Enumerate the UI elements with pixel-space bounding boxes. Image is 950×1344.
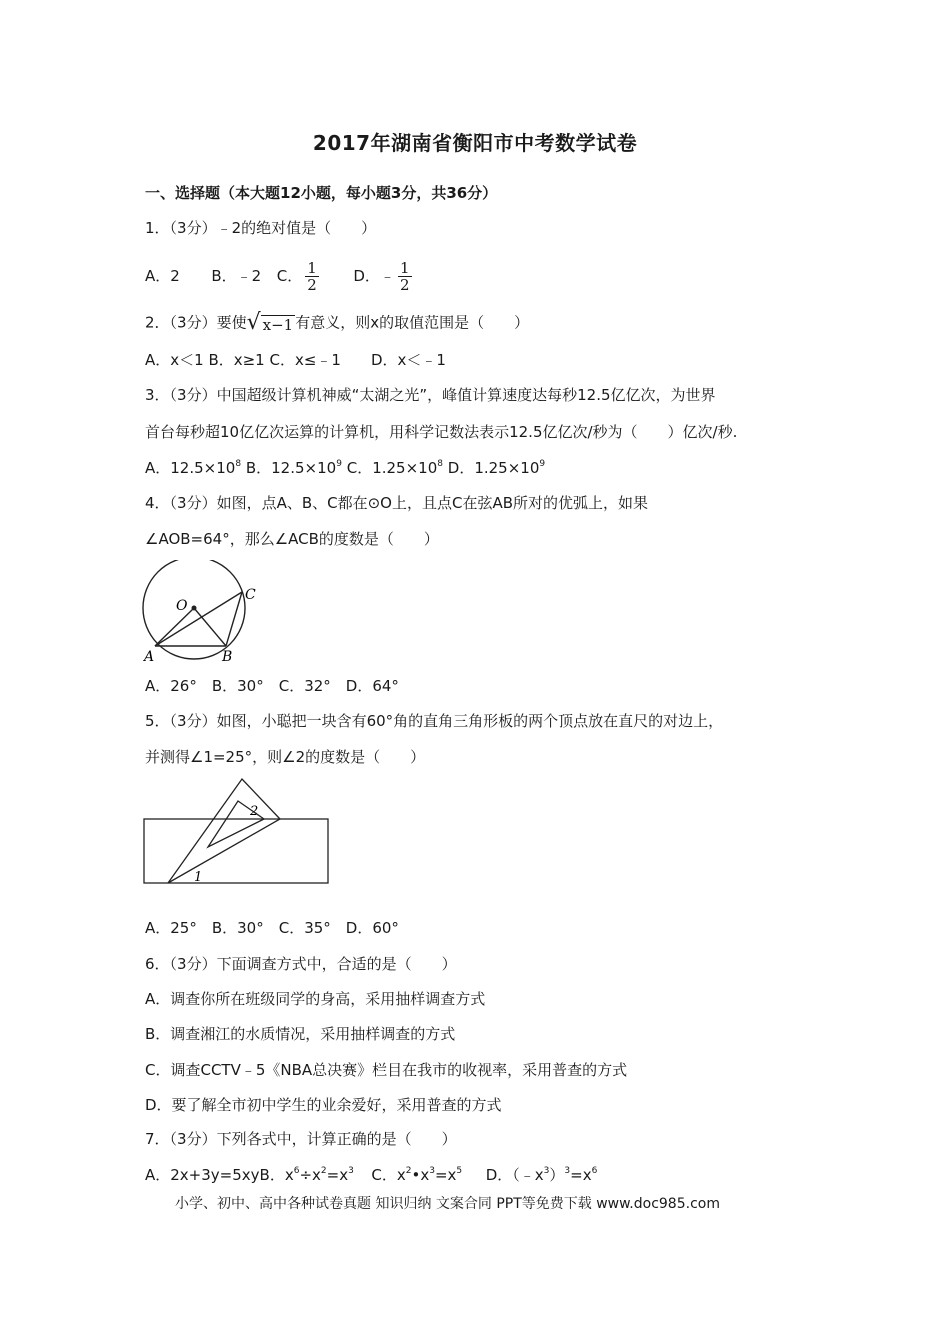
question-6-option-b: B．调查湘江的水质情况，采用抽样调查的方式 [145, 1025, 456, 1043]
question-1-stem: 1．（3分）﹣2的绝对值是（ ） [145, 219, 377, 237]
q1-option-d: D． [353, 267, 380, 285]
question-5-line2: 并测得∠1=25°，则∠2的度数是（ ） [145, 748, 426, 766]
question-2-stem: 2．（3分）要使 √ x−1 有意义，则x的取值范围是（ ） [145, 310, 530, 335]
question-6-stem: 6．（3分）下面调查方式中，合适的是（ ） [145, 955, 457, 973]
radius-ob [194, 608, 226, 646]
question-5-options: A．25° B．30° C．35° D．60° [145, 919, 399, 937]
q1-fraction-c: $\frac{1}{2}$ [307, 259, 317, 294]
q1-option-b: B．﹣2 [211, 267, 262, 285]
center-point [192, 606, 197, 611]
label-o: O [176, 598, 188, 614]
question-1-options: A．2 B．﹣2 C． $\frac{1}{2}$ D．﹣ $\frac{1}{2}$ [145, 259, 410, 294]
q1-option-c: C． [276, 267, 303, 285]
question-5-line1: 5．（3分）如图，小聪把一块含有60°角的直角三角形板的两个顶点放在直尺的对边上， [145, 712, 724, 730]
question-6-option-d: D．要了解全市初中学生的业余爱好，采用普查的方式 [145, 1096, 502, 1114]
question-4-options: A．26° B．30° C．32° D．64° [145, 677, 399, 695]
q7-option-c: C．$x^2•x^3=x^5$ [371, 1166, 463, 1184]
sqrt-expression: √ x−1 [246, 310, 294, 335]
angle-1-label: 1 [194, 870, 203, 885]
angle-2-label: 2 [250, 804, 259, 819]
ruler-triangle-figure [140, 775, 335, 890]
question-2-options: A．x＜1 B．x≥1 C．x≤﹣1 D．x＜﹣1 [145, 351, 446, 369]
radius-oa [155, 608, 194, 646]
q7-option-a: A．2x+3y=5xy [145, 1166, 260, 1184]
question-3-line2: 首台每秒超10亿亿次运算的计算机，用科学记数法表示12.5亿亿次/秒为（ ）亿次/秒. [145, 423, 738, 441]
label-b: B [222, 649, 233, 665]
question-6-option-c: C．调查CCTV﹣5《NBA总决赛》栏目在我市的收视率，采用普查的方式 [145, 1061, 628, 1079]
question-4-line1: 4．（3分）如图，点A、B、C都在⊙O上，且点C在弦AB所对的优弧上，如果 [145, 494, 649, 512]
section-heading: 一、选择题（本大题12小题，每小题3分，共36分） [145, 184, 498, 202]
question-7-stem: 7．（3分）下列各式中，计算正确的是（ ） [145, 1130, 457, 1148]
label-c: C [245, 587, 256, 603]
circle-figure [138, 560, 268, 670]
q7-option-d: D．$(﹣x^3)^3=x^6$ [485, 1166, 598, 1184]
q1-option-a: A．2 [145, 267, 180, 285]
question-7-options [145, 1165, 597, 1185]
page-footer: 小学、初中、高中各种试卷真题 知识归纳 文案合同 PPT等免费下载 www.doc985.com [175, 1196, 720, 1212]
question-6-option-a: A．调查你所在班级同学的身高，采用抽样调查方式 [145, 990, 486, 1008]
q7-option-b: B．$x^6\div x^2=x^3$ [259, 1166, 354, 1184]
q1-fraction-d: $\frac{1}{2}$ [399, 259, 410, 294]
page-title: 2017年湖南省衡阳市中考数学试卷 [312, 131, 638, 155]
question-4-line2: ∠AOB=64°，那么∠ACB的度数是（ ） [145, 530, 439, 548]
label-a: A [144, 649, 155, 665]
triangle-outer [168, 779, 280, 883]
question-3-line1: 3．（3分）中国超级计算机神威“太湖之光”，峰值计算速度达每秒12.5亿亿次，为世界 [145, 386, 716, 404]
ruler [144, 819, 328, 883]
question-3-options: A．$12.5\times 10^8$ B．$12.5\times 10^9$ C．$1.25\times 10^8$ D．$1.25\times 10^9$ [145, 459, 546, 477]
